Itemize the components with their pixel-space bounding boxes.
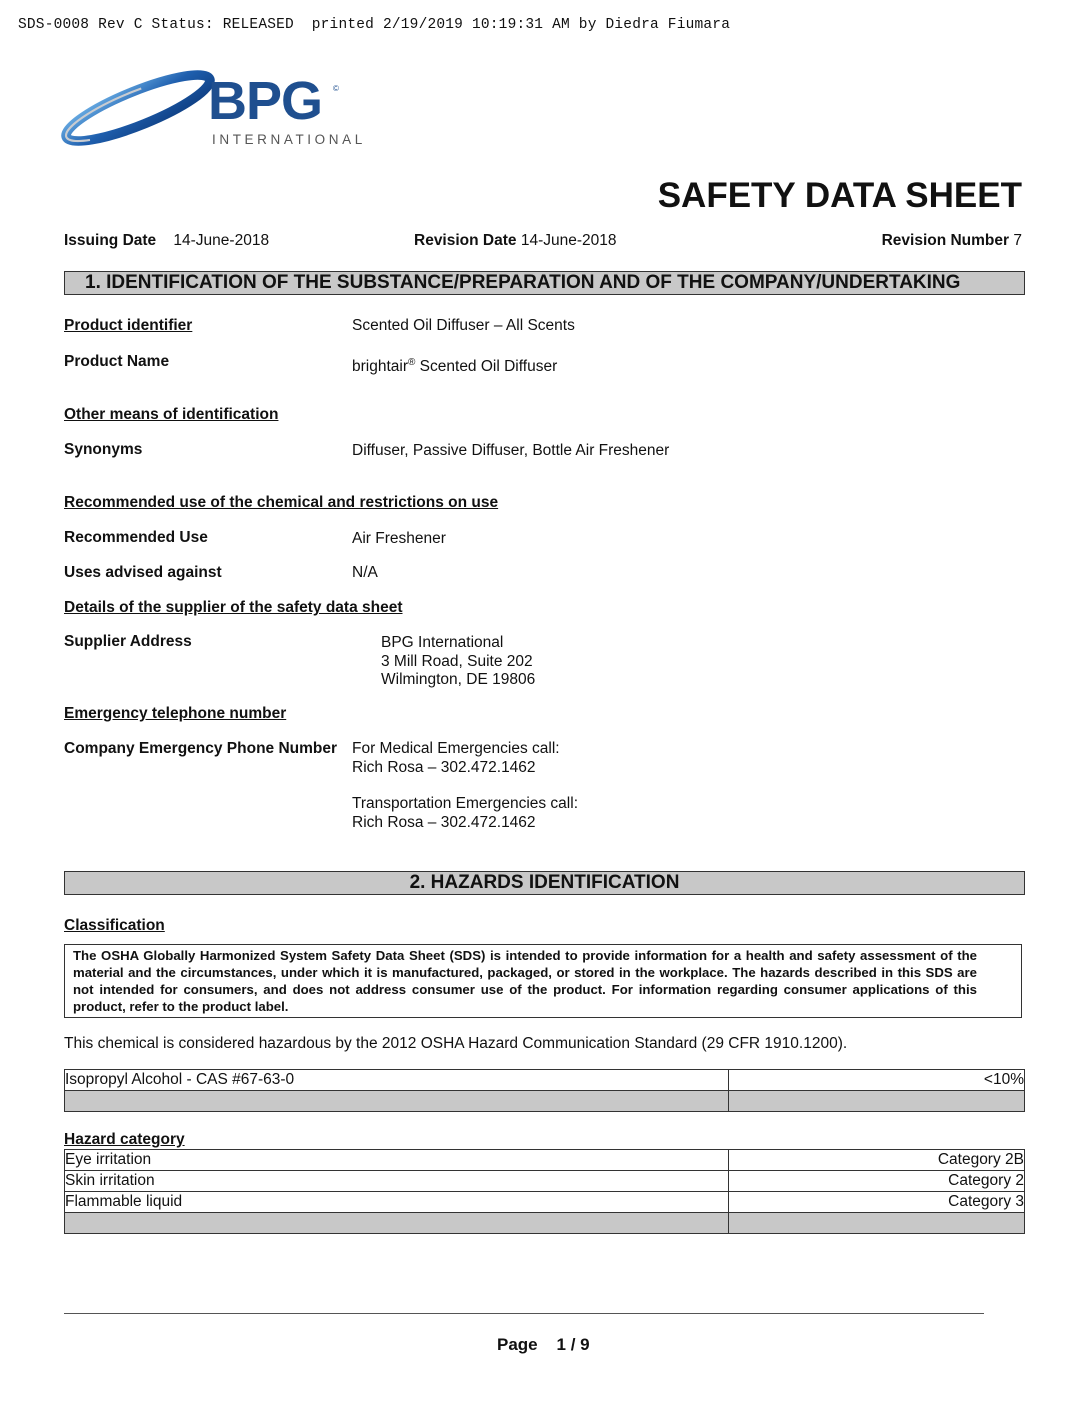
registered-mark: ® <box>408 357 416 368</box>
product-identifier-label: Product identifier <box>64 317 193 334</box>
supplier-address-label: Supplier Address <box>64 633 192 650</box>
hazard-category: Category 2B <box>729 1150 1025 1171</box>
section-2-heading: 2. HAZARDS IDENTIFICATION <box>64 871 1025 895</box>
brand-copyright-mark: © <box>333 84 339 93</box>
revision-date <box>414 232 617 250</box>
hazard-category: Category 3 <box>729 1192 1025 1213</box>
product-name-value <box>352 354 557 377</box>
company-emergency-phone-label: Company Emergency Phone Number <box>64 740 338 757</box>
supplier-address-line: BPG International <box>381 634 504 651</box>
product-name-label: Product Name <box>64 353 170 370</box>
product-name-rest: Scented Oil Diffuser <box>415 358 558 376</box>
classification-heading: Classification <box>64 917 165 934</box>
issuing-date-value: 14-June-2018 <box>173 232 270 249</box>
revision-number-value: 7 <box>1013 232 1022 249</box>
hazard-category: Category 2 <box>729 1171 1025 1192</box>
hazard-name: Flammable liquid <box>65 1192 729 1213</box>
hazard-category-heading: Hazard category <box>64 1131 185 1148</box>
supplier-address-line: Wilmington, DE 19806 <box>381 671 536 688</box>
other-means-heading: Other means of identification <box>64 406 279 423</box>
bpg-logo-swoosh-icon <box>58 58 218 158</box>
medical-emergency-line: For Medical Emergencies call: <box>352 740 560 757</box>
table-row <box>65 1192 1025 1213</box>
product-name-brand: brightair <box>352 358 408 376</box>
uses-advised-against-label: Uses advised against <box>64 564 222 581</box>
revision-number-label: Revision Number <box>881 232 1010 249</box>
page-indicator <box>497 1335 590 1355</box>
table-row <box>65 1070 1025 1091</box>
hazard-name: Eye irritation <box>65 1150 729 1171</box>
transport-emergency-contact <box>352 795 578 832</box>
recommended-use-value: Air Freshener <box>352 530 446 547</box>
page-number: 1 / 9 <box>556 1335 590 1354</box>
page-label: Page <box>497 1335 538 1354</box>
issuing-date-label: Issuing Date <box>64 232 157 249</box>
transport-emergency-line: Transportation Emergencies call: <box>352 795 578 812</box>
medical-emergency-contact <box>352 740 560 777</box>
supplier-address <box>381 634 535 690</box>
footer-divider <box>64 1313 984 1314</box>
hazard-category-table <box>64 1149 1025 1234</box>
empty-cell <box>65 1091 729 1112</box>
recommended-use-label: Recommended Use <box>64 529 208 546</box>
empty-cell <box>729 1213 1025 1234</box>
table-row <box>65 1171 1025 1192</box>
synonyms-label: Synonyms <box>64 441 143 458</box>
supplier-details-heading: Details of the supplier of the safety data sheet <box>64 599 403 616</box>
section-1-heading: 1. IDENTIFICATION OF THE SUBSTANCE/PREPARATION AND OF THE COMPANY/UNDERTAKING <box>64 271 1025 295</box>
table-row <box>65 1150 1025 1171</box>
brand-logo-text: BPG <box>208 71 323 131</box>
uses-advised-against-value: N/A <box>352 564 378 581</box>
empty-cell <box>729 1091 1025 1112</box>
issuing-date <box>64 232 269 250</box>
ingredients-table <box>64 1069 1025 1112</box>
transport-emergency-phone: Rich Rosa – 302.472.1462 <box>352 813 536 831</box>
supplier-address-line: 3 Mill Road, Suite 202 <box>381 652 533 670</box>
recommended-use-heading: Recommended use of the chemical and restrictions on use <box>64 494 499 511</box>
table-row-empty <box>65 1091 1025 1112</box>
revision-number <box>882 232 1022 250</box>
empty-cell <box>65 1213 729 1234</box>
emergency-phone-heading: Emergency telephone number <box>64 705 287 722</box>
synonyms-value: Diffuser, Passive Diffuser, Bottle Air Freshener <box>352 442 670 459</box>
table-row-empty <box>65 1213 1025 1234</box>
revision-date-value: 14-June-2018 <box>520 232 617 249</box>
brand-subtitle: INTERNATIONAL <box>212 132 366 147</box>
print-stamp: SDS-0008 Rev C Status: RELEASED printed 2/19/2019 10:19:31 AM by Diedra Fiumara <box>18 17 731 33</box>
ingredient-name: Isopropyl Alcohol - CAS #67-63-0 <box>65 1070 729 1091</box>
revision-date-label: Revision Date <box>414 232 517 249</box>
ingredient-value: <10% <box>729 1070 1025 1091</box>
product-identifier-value: Scented Oil Diffuser – All Scents <box>352 317 575 334</box>
document-title: SAFETY DATA SHEET <box>657 176 1022 215</box>
medical-emergency-phone: Rich Rosa – 302.472.1462 <box>352 758 536 776</box>
osha-notice-box: The OSHA Globally Harmonized System Safety Data Sheet (SDS) is intended to provide information for a health and safety assessment of the material and the circumstances, under which it is manufactured, packaged, or stored in the workplace. The hazards described in this SDS are not intended for consumers, and does not address consumer use of the product. For information regarding consumer applications of this product, refer to the product label. <box>64 944 1022 1018</box>
hazard-statement: This chemical is considered hazardous by the 2012 OSHA Hazard Communication Standard (29 CFR 1910.1200). <box>64 1035 848 1052</box>
hazard-name: Skin irritation <box>65 1171 729 1192</box>
